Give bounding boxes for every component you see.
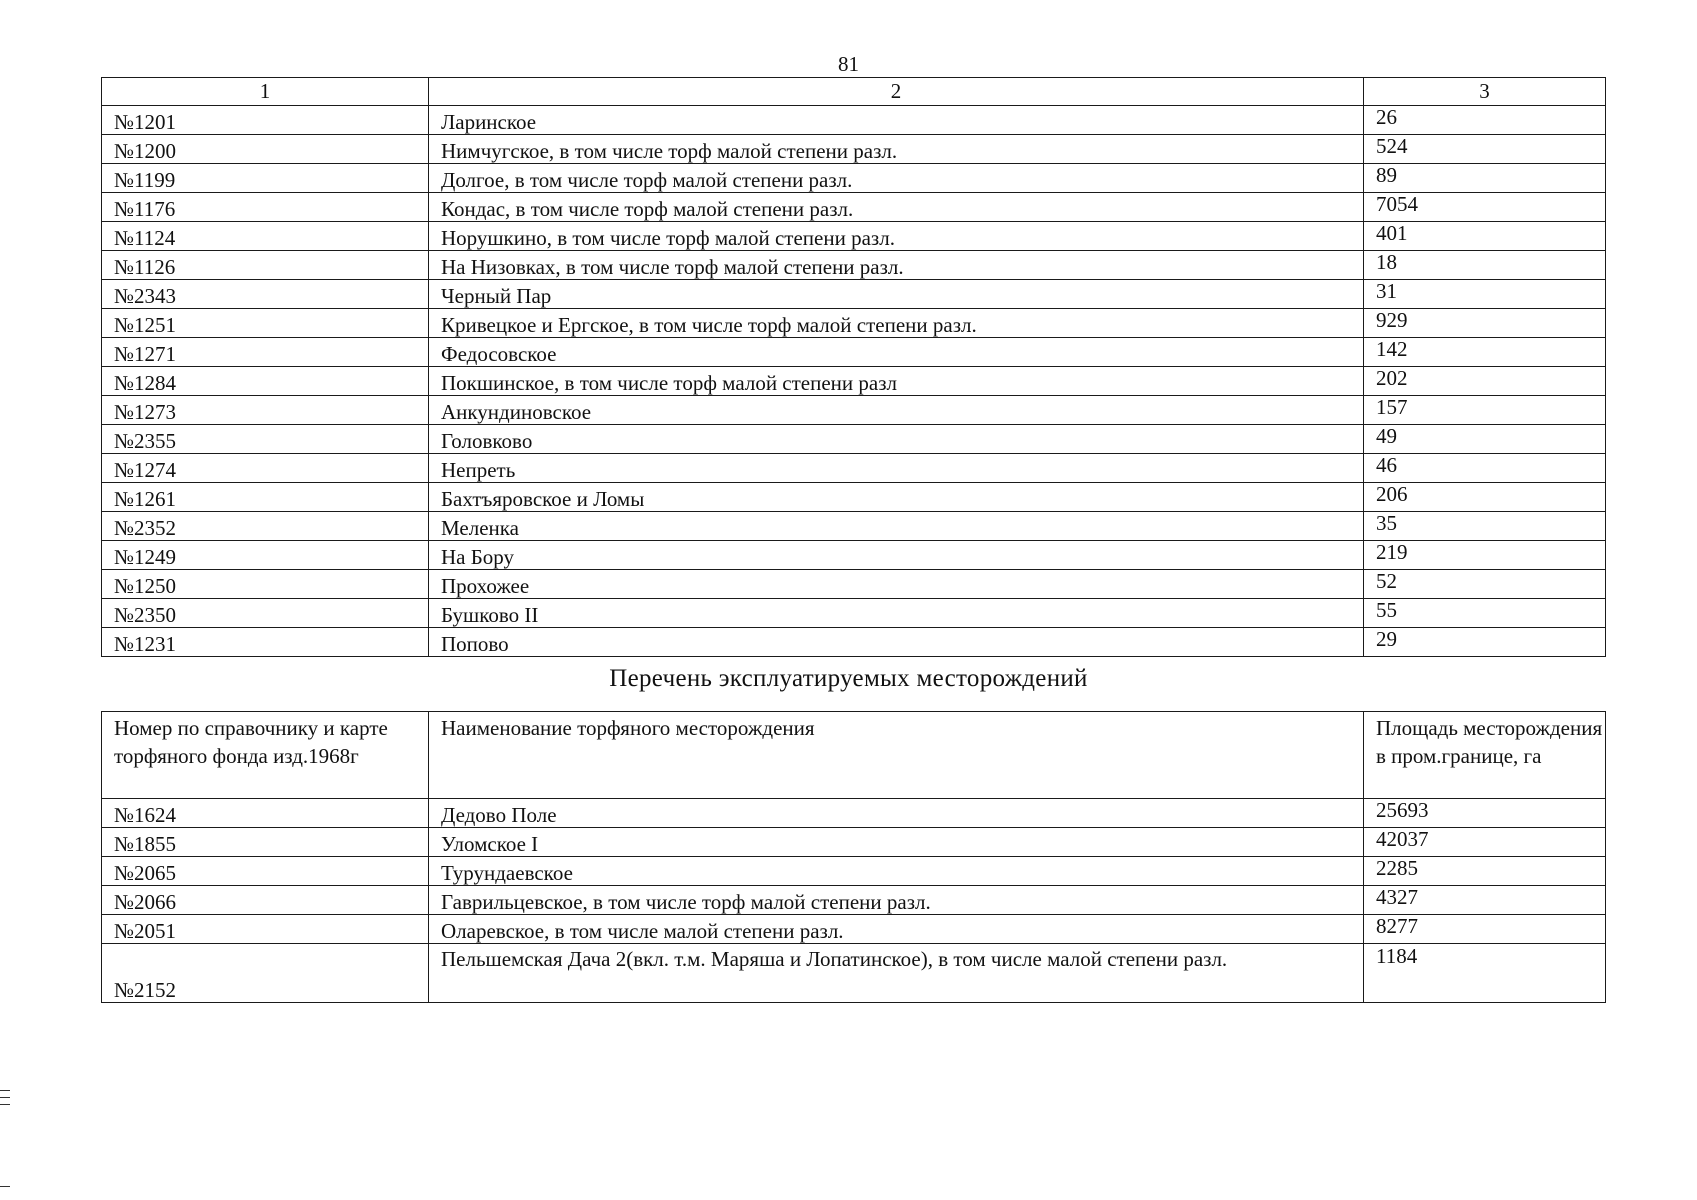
deposit-number-cell: №2343 (102, 280, 429, 309)
deposit-area-cell: 89 (1364, 164, 1606, 193)
deposit-name-cell: Бахтъяровское и Ломы (429, 483, 1364, 512)
deposit-area-cell: 929 (1364, 309, 1606, 338)
deposit-area-cell: 202 (1364, 367, 1606, 396)
deposit-area-cell: 31 (1364, 280, 1606, 309)
deposit-area-cell: 29 (1364, 628, 1606, 657)
deposit-number-cell: №1271 (102, 338, 429, 367)
deposit-number-cell: №1274 (102, 454, 429, 483)
deposit-number-cell: №1284 (102, 367, 429, 396)
section-title: Перечень эксплуатируемых месторождений (609, 665, 1088, 692)
column-header-2: 2 (429, 78, 1364, 106)
deposit-number-cell: №1231 (102, 628, 429, 657)
deposit-name-cell: Норушкино, в том числе торф малой степени разл. (429, 222, 1364, 251)
table-row (102, 222, 1606, 251)
table-row (102, 886, 1606, 915)
table-row (102, 338, 1606, 367)
table-row (102, 309, 1606, 338)
deposit-area-cell: 55 (1364, 599, 1606, 628)
deposit-name-cell: Кондас, в том числе торф малой степени разл. (429, 193, 1364, 222)
page-number: 81 (838, 52, 859, 76)
deposit-area-cell: 18 (1364, 251, 1606, 280)
deposit-area-cell: 206 (1364, 483, 1606, 512)
table-row (102, 280, 1606, 309)
table-row (102, 541, 1606, 570)
deposit-number-cell: №1250 (102, 570, 429, 599)
deposit-number-cell: №1251 (102, 309, 429, 338)
margin-mark (0, 1090, 10, 1091)
table-row (102, 106, 1606, 135)
deposit-area-cell: 35 (1364, 512, 1606, 541)
deposit-name-cell: Головково (429, 425, 1364, 454)
column-header-1: 1 (102, 78, 429, 106)
deposit-area-cell: 46 (1364, 454, 1606, 483)
deposit-area-cell: 219 (1364, 541, 1606, 570)
deposit-area-cell: 7054 (1364, 193, 1606, 222)
deposit-number-cell: №1124 (102, 222, 429, 251)
deposit-area-cell: 157 (1364, 396, 1606, 425)
deposit-name-cell: Бушково II (429, 599, 1364, 628)
margin-mark (0, 1097, 10, 1098)
deposit-name-cell: Кривецкое и Ергское, в том числе торф малой степени разл. (429, 309, 1364, 338)
deposit-name-cell: Пельшемская Дача 2(вкл. т.м. Маряша и Лопатинское), в том числе малой степени разл. (429, 944, 1364, 1003)
table-row (102, 944, 1606, 1003)
deposit-name-cell: Нимчугское, в том числе торф малой степени разл. (429, 135, 1364, 164)
deposit-name-cell: Дедово Поле (429, 799, 1364, 828)
deposit-area-cell: 8277 (1364, 915, 1606, 944)
deposit-name-cell: Турундаевское (429, 857, 1364, 886)
table-row (102, 164, 1606, 193)
deposit-area-cell: 4327 (1364, 886, 1606, 915)
deposit-name-cell: Непреть (429, 454, 1364, 483)
deposit-number-cell: №2051 (102, 915, 429, 944)
column-header-3: 3 (1364, 78, 1606, 106)
deposit-number-cell: №1261 (102, 483, 429, 512)
deposit-name-cell: На Низовках, в том числе торф малой степени разл. (429, 251, 1364, 280)
table-row (102, 915, 1606, 944)
deposit-name-cell: Попово (429, 628, 1364, 657)
deposit-number-cell: №2355 (102, 425, 429, 454)
deposit-number-cell: №2350 (102, 599, 429, 628)
deposit-name-cell: Ларинское (429, 106, 1364, 135)
deposit-number-cell: №1855 (102, 828, 429, 857)
deposit-name-cell: Покшинское, в том числе торф малой степени разл (429, 367, 1364, 396)
deposit-name-cell: Прохожее (429, 570, 1364, 599)
deposit-number-cell: №2065 (102, 857, 429, 886)
deposit-name-cell: Федосовское (429, 338, 1364, 367)
deposit-name-cell: На Бору (429, 541, 1364, 570)
deposit-number-cell: №1249 (102, 541, 429, 570)
column-header-area: Площадь месторождения в пром.границе, га (1364, 712, 1606, 799)
peat-deposits-table (101, 77, 1606, 657)
deposit-number-cell: №2152 (102, 944, 429, 1003)
column-header-reference-number: Номер по справочнику и карте торфяного фонда изд.1968г (102, 712, 429, 799)
deposit-number-cell: №1200 (102, 135, 429, 164)
table-row (102, 483, 1606, 512)
table-row (102, 135, 1606, 164)
column-header-deposit-name: Наименование торфяного месторождения (429, 712, 1364, 799)
deposit-name-cell: Анкундиновское (429, 396, 1364, 425)
exploited-deposits-table (101, 711, 1606, 1003)
table-row (102, 599, 1606, 628)
table-row (102, 367, 1606, 396)
deposit-name-cell: Уломское I (429, 828, 1364, 857)
table-row (102, 396, 1606, 425)
margin-mark (0, 1104, 10, 1105)
deposit-area-cell: 524 (1364, 135, 1606, 164)
deposit-name-cell: Меленка (429, 512, 1364, 541)
table-row (102, 193, 1606, 222)
deposit-area-cell: 401 (1364, 222, 1606, 251)
deposit-number-cell: №2352 (102, 512, 429, 541)
deposit-area-cell: 142 (1364, 338, 1606, 367)
deposit-area-cell: 25693 (1364, 799, 1606, 828)
deposit-area-cell: 49 (1364, 425, 1606, 454)
deposit-area-cell: 42037 (1364, 828, 1606, 857)
deposit-name-cell: Долгое, в том числе торф малой степени разл. (429, 164, 1364, 193)
table-row (102, 454, 1606, 483)
table-row (102, 857, 1606, 886)
deposit-number-cell: №1199 (102, 164, 429, 193)
deposit-area-cell: 52 (1364, 570, 1606, 599)
deposit-number-cell: №1624 (102, 799, 429, 828)
deposit-number-cell: №1201 (102, 106, 429, 135)
table-row (102, 828, 1606, 857)
deposit-name-cell: Гаврильцевское, в том числе торф малой степени разл. (429, 886, 1364, 915)
table-row (102, 512, 1606, 541)
deposit-area-cell: 1184 (1364, 944, 1606, 1003)
table-header-row (102, 712, 1606, 799)
deposit-name-cell: Оларевское, в том числе малой степени разл. (429, 915, 1364, 944)
deposit-number-cell: №1273 (102, 396, 429, 425)
table-row (102, 570, 1606, 599)
deposit-number-cell: №1126 (102, 251, 429, 280)
deposit-name-cell: Черный Пар (429, 280, 1364, 309)
margin-mark (0, 1186, 10, 1187)
table-row (102, 799, 1606, 828)
table-header-row (102, 78, 1606, 106)
table-row (102, 628, 1606, 657)
deposit-area-cell: 26 (1364, 106, 1606, 135)
deposit-number-cell: №2066 (102, 886, 429, 915)
deposit-number-cell: №1176 (102, 193, 429, 222)
table-row (102, 425, 1606, 454)
table-row (102, 251, 1606, 280)
deposit-area-cell: 2285 (1364, 857, 1606, 886)
